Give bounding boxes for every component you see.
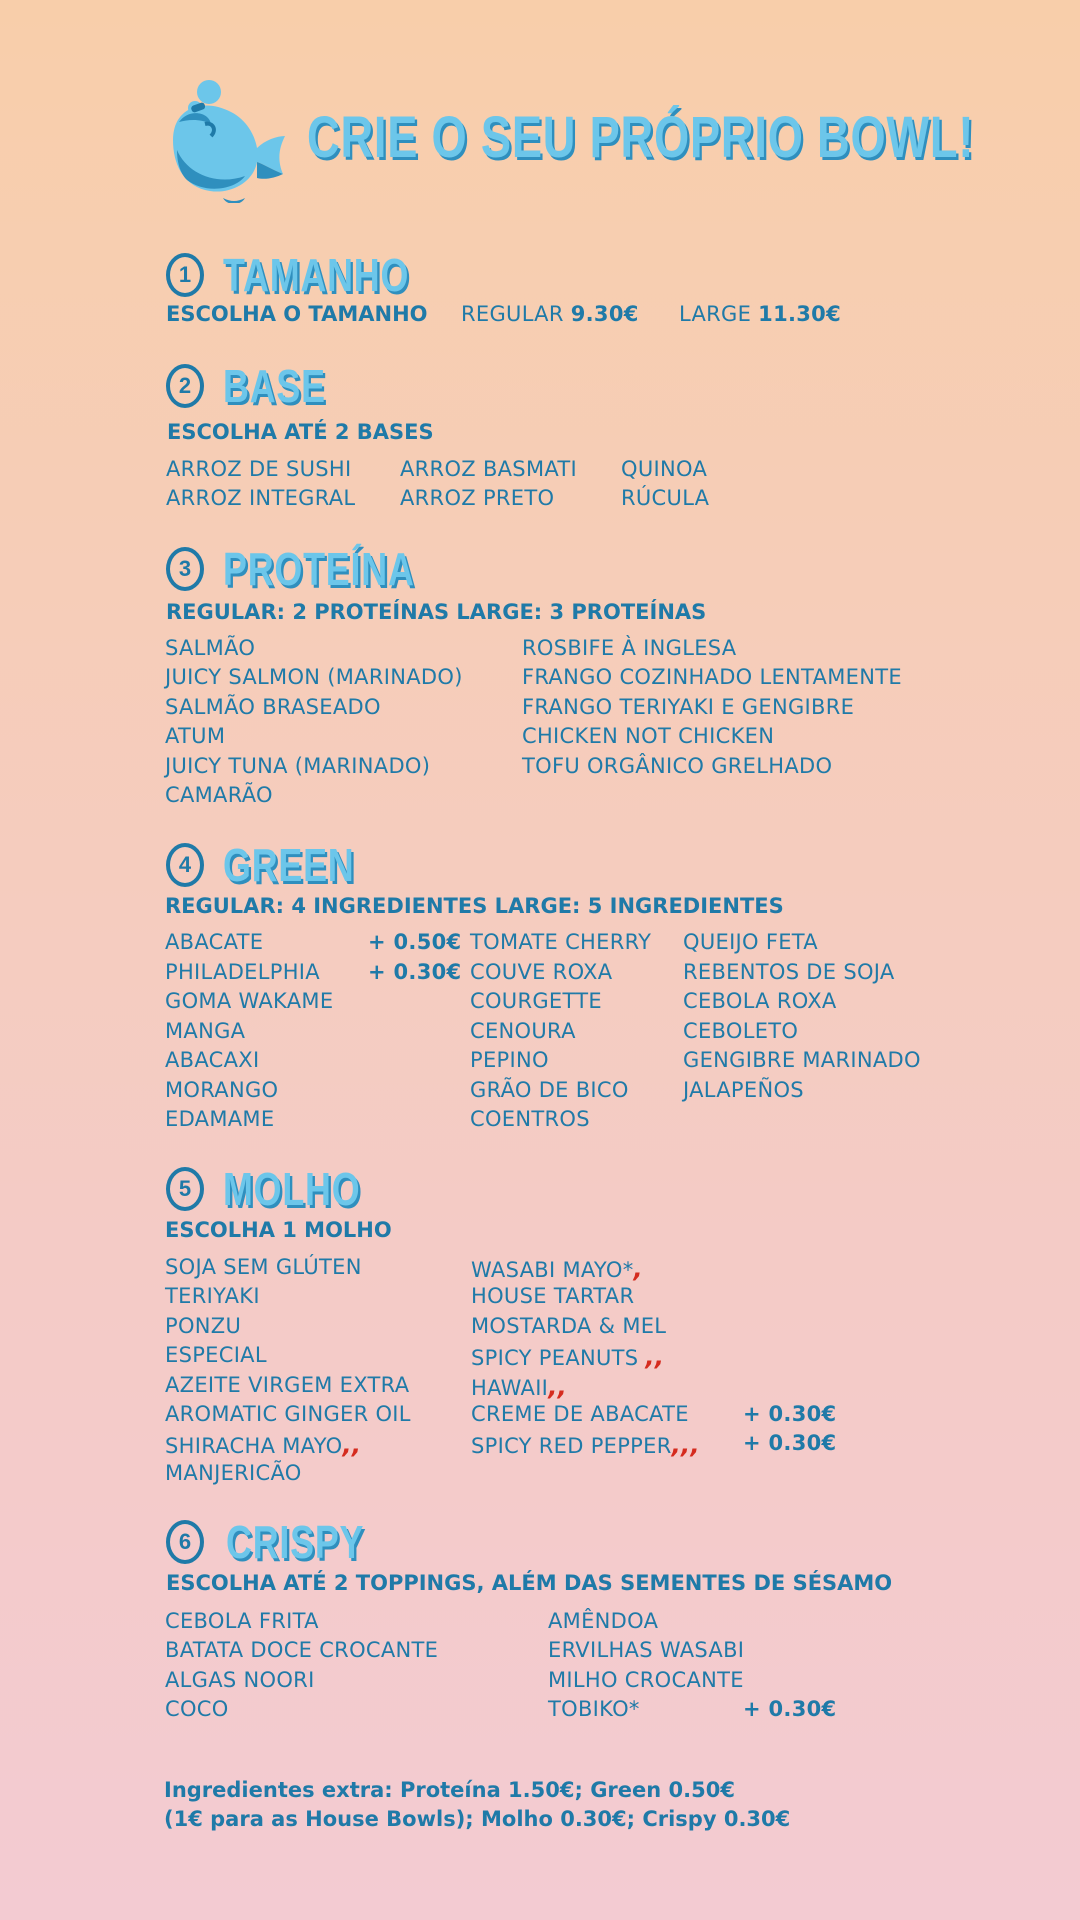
- list-item: JUICY SALMON (MARINADO): [165, 665, 463, 689]
- extra-price: + 0.30€: [743, 1697, 837, 1721]
- list-item: ARROZ INTEGRAL: [166, 486, 356, 510]
- extras-note-line-1: Ingredientes extra: Proteína 1.50€; Green 0.50€: [164, 1778, 735, 1802]
- section-6-number: 6: [166, 1520, 204, 1564]
- list-item: MANGA: [165, 1019, 246, 1043]
- section-4-number: 4: [166, 843, 204, 887]
- section-1-title: TAMANHO: [223, 249, 410, 301]
- list-item: CEBOLETO: [683, 1019, 799, 1043]
- list-item: COCO: [165, 1697, 229, 1721]
- list-item-label: HAWAII: [471, 1376, 549, 1400]
- section-6-title: CRISPY: [226, 1516, 365, 1568]
- list-item: COUVE ROXA: [470, 960, 613, 984]
- list-item: JUICY TUNA (MARINADO): [165, 754, 431, 778]
- chili-pepper-icon: ,,: [548, 1373, 568, 1401]
- list-item: AZEITE VIRGEM EXTRA: [165, 1373, 410, 1397]
- list-item: TOBIKO*: [548, 1697, 640, 1721]
- section-3-number: 3: [166, 547, 204, 591]
- list-item: QUINOA: [621, 457, 708, 481]
- list-item: ESPECIAL: [165, 1343, 267, 1367]
- list-item: ABACATE: [165, 930, 264, 954]
- list-item: ROSBIFE À INGLESA: [522, 636, 737, 660]
- list-item: ERVILHAS WASABI: [548, 1638, 745, 1662]
- list-item: ARROZ BASMATI: [400, 457, 578, 481]
- list-item: AROMATIC GINGER OIL: [165, 1402, 411, 1426]
- list-item: RÚCULA: [621, 486, 710, 510]
- extra-price: + 0.30€: [743, 1402, 837, 1426]
- list-item: BATATA DOCE CROCANTE: [165, 1638, 439, 1662]
- list-item-label: WASABI MAYO*: [471, 1258, 634, 1282]
- extras-note-line-2: (1€ para as House Bowls); Molho 0.30€; Crispy 0.30€: [164, 1807, 791, 1831]
- section-3-title: PROTEÍNA: [223, 543, 415, 595]
- list-item: ARROZ PRETO: [400, 486, 555, 510]
- size-large: [679, 302, 841, 326]
- list-item: CEBOLA FRITA: [165, 1609, 319, 1633]
- list-item: [471, 1255, 643, 1283]
- list-item: JALAPEÑOS: [683, 1078, 804, 1102]
- list-item: MANJERICÃO: [165, 1461, 302, 1485]
- list-item: ABACAXI: [165, 1048, 260, 1072]
- chili-pepper-icon: ,,,: [671, 1431, 700, 1459]
- size-regular: [461, 302, 639, 326]
- section-6-subtitle: ESCOLHA ATÉ 2 TOPPINGS, ALÉM DAS SEMENTES DE SÉSAMO: [166, 1571, 893, 1595]
- list-item: EDAMAME: [165, 1107, 275, 1131]
- list-item: MORANGO: [165, 1078, 279, 1102]
- list-item: TOMATE CHERRY: [470, 930, 652, 954]
- page-title: CRIE O SEU PRÓPRIO BOWL!: [307, 105, 975, 170]
- section-1-number: 1: [166, 253, 204, 297]
- list-item: MILHO CROCANTE: [548, 1668, 744, 1692]
- list-item: SALMÃO BRASEADO: [165, 695, 381, 719]
- list-item: GOMA WAKAME: [165, 989, 334, 1013]
- size-regular-label: REGULAR: [461, 302, 564, 326]
- list-item: [471, 1373, 567, 1401]
- chili-pepper-icon: ,,: [342, 1431, 362, 1459]
- section-2-subtitle: ESCOLHA ATÉ 2 BASES: [167, 420, 434, 444]
- section-1-subtitle: ESCOLHA O TAMANHO: [166, 302, 428, 326]
- list-item: PHILADELPHIA: [165, 960, 320, 984]
- list-item: REBENTOS DE SOJA: [683, 960, 895, 984]
- list-item-label: SPICY RED PEPPER: [471, 1434, 672, 1458]
- list-item: MOSTARDA & MEL: [471, 1314, 667, 1338]
- size-large-label: LARGE: [679, 302, 752, 326]
- list-item: CENOURA: [470, 1019, 576, 1043]
- list-item: [471, 1431, 700, 1459]
- list-item: PONZU: [165, 1314, 242, 1338]
- list-item: HOUSE TARTAR: [471, 1284, 635, 1308]
- section-2-number: 2: [166, 364, 204, 408]
- list-item: SOJA SEM GLÚTEN: [165, 1255, 362, 1279]
- section-5-number: 5: [166, 1167, 204, 1211]
- list-item: COURGETTE: [470, 989, 602, 1013]
- list-item: TOFU ORGÂNICO GRELHADO: [522, 754, 833, 778]
- list-item: ATUM: [165, 724, 226, 748]
- whale-logo-icon: [165, 78, 290, 203]
- chili-pepper-icon: ,,: [645, 1343, 665, 1371]
- extra-price: + 0.30€: [743, 1431, 837, 1455]
- size-regular-price: 9.30€: [570, 302, 639, 326]
- list-item: SALMÃO: [165, 636, 256, 660]
- list-item: PEPINO: [470, 1048, 549, 1072]
- section-5-subtitle: ESCOLHA 1 MOLHO: [165, 1218, 392, 1242]
- extra-price: + 0.50€: [368, 930, 462, 954]
- list-item-label: SHIRACHA MAYO: [165, 1434, 343, 1458]
- list-item: COENTROS: [470, 1107, 590, 1131]
- list-item: [471, 1343, 664, 1371]
- extra-price: + 0.30€: [368, 960, 462, 984]
- section-5-title: MOLHO: [223, 1163, 361, 1215]
- list-item: FRANGO TERIYAKI E GENGIBRE: [522, 695, 855, 719]
- list-item-label: SPICY PEANUTS: [471, 1346, 639, 1370]
- section-3-subtitle: REGULAR: 2 PROTEÍNAS LARGE: 3 PROTEÍNAS: [166, 600, 707, 624]
- list-item: CEBOLA ROXA: [683, 989, 837, 1013]
- list-item: QUEIJO FETA: [683, 930, 818, 954]
- list-item: AMÊNDOA: [548, 1609, 659, 1633]
- section-4-subtitle: REGULAR: 4 INGREDIENTES LARGE: 5 INGREDIENTES: [165, 894, 784, 918]
- list-item: ARROZ DE SUSHI: [166, 457, 352, 481]
- list-item: CAMARÃO: [165, 783, 273, 807]
- size-large-price: 11.30€: [758, 302, 842, 326]
- chili-pepper-icon: ,: [633, 1255, 643, 1283]
- list-item: GENGIBRE MARINADO: [683, 1048, 921, 1072]
- list-item: CHICKEN NOT CHICKEN: [522, 724, 775, 748]
- list-item: [165, 1431, 361, 1459]
- section-2-title: BASE: [223, 360, 326, 412]
- list-item: ALGAS NOORI: [165, 1668, 315, 1692]
- list-item: FRANGO COZINHADO LENTAMENTE: [522, 665, 902, 689]
- list-item: TERIYAKI: [165, 1284, 260, 1308]
- section-4-title: GREEN: [223, 839, 355, 891]
- list-item: CREME DE ABACATE: [471, 1402, 689, 1426]
- list-item: GRÃO DE BICO: [470, 1078, 629, 1102]
